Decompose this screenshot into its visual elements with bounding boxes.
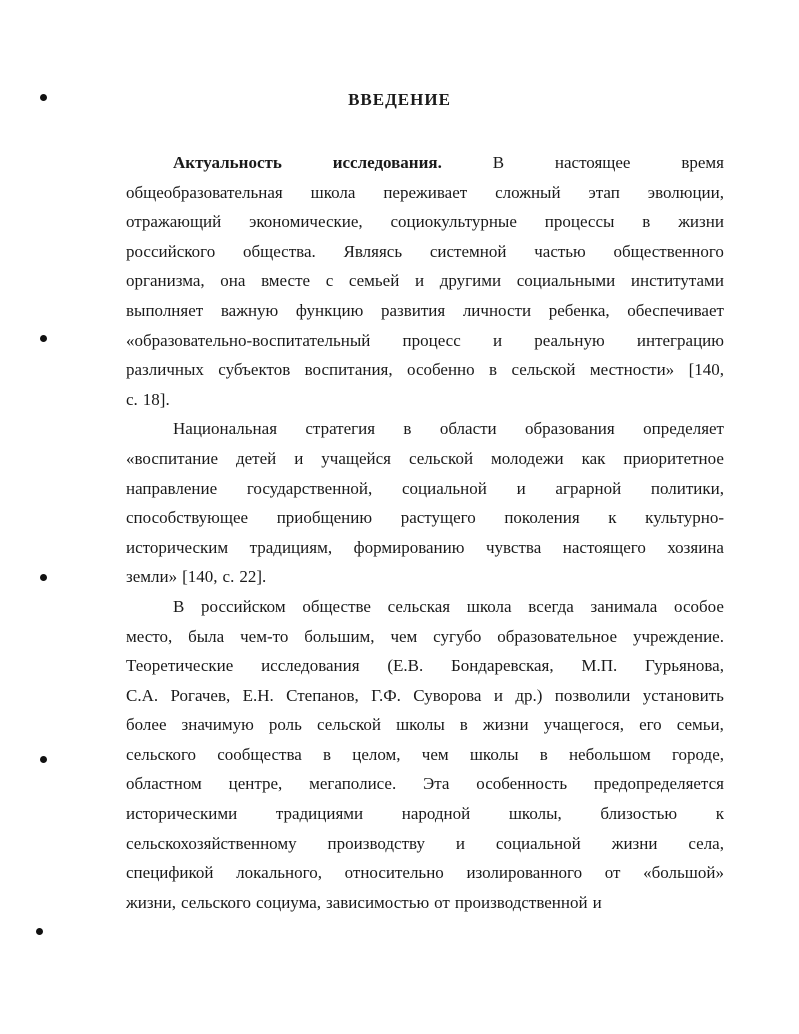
word: относительно bbox=[344, 863, 444, 883]
text-line bbox=[126, 237, 724, 267]
word: российском bbox=[201, 596, 286, 616]
word: изолированного bbox=[466, 863, 583, 883]
text-line bbox=[126, 266, 724, 296]
word: 22]. bbox=[239, 567, 267, 587]
word: исследования bbox=[261, 656, 360, 676]
word: детей bbox=[235, 448, 277, 468]
word: функцию bbox=[295, 300, 364, 320]
word: определяет bbox=[643, 419, 724, 439]
word: социальной bbox=[495, 833, 581, 853]
text-line bbox=[126, 178, 724, 208]
word: в bbox=[489, 360, 498, 380]
word: местности» bbox=[589, 360, 675, 380]
word: семьей bbox=[348, 271, 400, 291]
binding-hole-icon bbox=[40, 756, 47, 763]
word: сельского bbox=[181, 892, 252, 912]
text-line bbox=[126, 533, 724, 563]
word: аграрной bbox=[555, 478, 622, 498]
word: к bbox=[608, 508, 617, 528]
word: стратегия bbox=[305, 419, 376, 439]
word: «большой» bbox=[643, 863, 724, 883]
word: обеспечивает bbox=[627, 300, 724, 320]
word: место, bbox=[126, 626, 173, 646]
word: народной bbox=[401, 804, 471, 824]
word: социокультурные bbox=[390, 212, 517, 232]
word: и bbox=[492, 330, 503, 350]
word: Гурьянова, bbox=[645, 656, 724, 676]
word: сельская bbox=[387, 596, 451, 616]
word: Рогачев, bbox=[170, 685, 231, 705]
word: в bbox=[642, 212, 651, 232]
word: зависимостью bbox=[326, 892, 430, 912]
word: процессы bbox=[544, 212, 615, 232]
word: традициям, bbox=[249, 537, 333, 557]
text-line bbox=[126, 385, 724, 415]
word: В bbox=[492, 153, 505, 172]
text-line bbox=[126, 681, 724, 711]
word: общества. bbox=[242, 241, 316, 261]
word: молодежи bbox=[491, 448, 564, 468]
text-line bbox=[126, 651, 724, 681]
word: сельской bbox=[511, 360, 576, 380]
word: в bbox=[403, 419, 412, 439]
word: растущего bbox=[400, 508, 476, 528]
word: др.) bbox=[515, 685, 543, 705]
word: чем bbox=[421, 744, 449, 764]
word: ребенка, bbox=[548, 300, 610, 320]
word: его bbox=[639, 715, 662, 735]
word: другими bbox=[439, 271, 502, 291]
word: «образовательно-воспитательный bbox=[126, 330, 371, 350]
word: социальными bbox=[516, 271, 616, 291]
word: от bbox=[434, 892, 450, 912]
word: исследования. bbox=[332, 153, 442, 172]
word: спецификой bbox=[126, 863, 214, 883]
word: российского bbox=[126, 241, 216, 261]
word: важную bbox=[220, 300, 279, 320]
word: способствующее bbox=[126, 508, 249, 528]
word: была bbox=[188, 626, 225, 646]
word: земли» bbox=[126, 567, 178, 587]
word: частью bbox=[534, 241, 586, 261]
word: реальную bbox=[534, 330, 605, 350]
word: Бондаревская, bbox=[450, 656, 554, 676]
word: вместе bbox=[261, 271, 311, 291]
word: 18]. bbox=[142, 389, 170, 409]
word: и bbox=[493, 685, 503, 705]
word: сельской bbox=[316, 715, 382, 735]
word: локального, bbox=[236, 863, 322, 883]
word: как bbox=[581, 448, 606, 468]
word: интеграцию bbox=[636, 330, 724, 350]
word: и bbox=[516, 478, 526, 498]
word: сложный bbox=[495, 182, 561, 202]
word: производству bbox=[327, 833, 425, 853]
word: настоящего bbox=[562, 537, 646, 557]
word: образования bbox=[525, 419, 615, 439]
word: школы, bbox=[508, 804, 562, 824]
word: культурно- bbox=[645, 508, 724, 528]
word: сельского bbox=[126, 744, 197, 764]
word: М.П. bbox=[581, 656, 618, 676]
word: чувства bbox=[485, 537, 542, 557]
word: чем bbox=[390, 626, 418, 646]
word: политики, bbox=[650, 478, 724, 498]
word: всегда bbox=[528, 596, 574, 616]
word: Являясь bbox=[343, 241, 403, 261]
word: целом, bbox=[352, 744, 401, 764]
word: она bbox=[220, 271, 246, 291]
word: производственной bbox=[454, 892, 588, 912]
page-title: ВВЕДЕНИЕ bbox=[348, 90, 451, 109]
word: личности bbox=[462, 300, 532, 320]
word: переживает bbox=[383, 182, 468, 202]
text-line bbox=[126, 326, 724, 356]
word: процесс bbox=[402, 330, 461, 350]
word: учреждение. bbox=[632, 626, 724, 646]
word: и bbox=[414, 271, 425, 291]
word: особенность bbox=[476, 774, 568, 794]
word: Национальная bbox=[173, 419, 278, 439]
text-line bbox=[126, 296, 724, 326]
text-line bbox=[126, 474, 724, 504]
word: организма, bbox=[126, 271, 205, 291]
word: поколения bbox=[504, 508, 580, 528]
word: в bbox=[539, 744, 548, 764]
text-line bbox=[126, 858, 724, 888]
word: сообщества bbox=[217, 744, 302, 764]
word: время bbox=[681, 153, 724, 172]
word: жизни, bbox=[126, 892, 177, 912]
word: особое bbox=[674, 596, 724, 616]
word: государственной, bbox=[246, 478, 373, 498]
word: общественного bbox=[613, 241, 724, 261]
word: школа bbox=[310, 182, 356, 202]
word: [140, bbox=[182, 567, 218, 587]
word: села, bbox=[688, 833, 724, 853]
word: настоящее bbox=[554, 153, 631, 172]
word: историческим bbox=[126, 537, 229, 557]
word: эволюции, bbox=[647, 182, 724, 202]
word: Теоретические bbox=[126, 656, 234, 676]
binding-hole-icon bbox=[40, 574, 47, 581]
word: общеобразовательная bbox=[126, 182, 283, 202]
word: (Е.В. bbox=[387, 656, 424, 676]
word: развития bbox=[380, 300, 446, 320]
word: социума, bbox=[256, 892, 322, 912]
word: жизни bbox=[678, 212, 724, 232]
word: от bbox=[604, 863, 621, 883]
word: жизни bbox=[611, 833, 658, 853]
word: выполняет bbox=[126, 300, 204, 320]
word: формированию bbox=[353, 537, 465, 557]
word: Суворова bbox=[413, 685, 482, 705]
text-line bbox=[126, 799, 724, 829]
word: историческими bbox=[126, 804, 238, 824]
word: отражающий bbox=[126, 212, 222, 232]
word: традициями bbox=[275, 804, 364, 824]
word: чем-то bbox=[240, 626, 289, 646]
word: С.А. bbox=[126, 685, 159, 705]
word: областном bbox=[126, 774, 202, 794]
text-line bbox=[126, 769, 724, 799]
word: экономические, bbox=[249, 212, 363, 232]
text-line bbox=[126, 562, 724, 592]
text-line bbox=[126, 622, 724, 652]
word: хозяина bbox=[667, 537, 724, 557]
body-text bbox=[126, 148, 724, 917]
word: роль bbox=[268, 715, 302, 735]
word: области bbox=[439, 419, 497, 439]
word: различных bbox=[126, 360, 204, 380]
word: значимую bbox=[181, 715, 254, 735]
text-line bbox=[126, 829, 724, 859]
word: жизни bbox=[482, 715, 529, 735]
word: школы bbox=[396, 715, 445, 735]
word: Эта bbox=[423, 774, 450, 794]
word: с bbox=[325, 271, 334, 291]
text-line bbox=[126, 503, 724, 533]
word: Актуальность bbox=[173, 153, 282, 172]
word: сугубо bbox=[433, 626, 482, 646]
word: большим, bbox=[304, 626, 375, 646]
word: мегаполисе. bbox=[309, 774, 397, 794]
word: Г.Ф. bbox=[371, 685, 401, 705]
word: близостью bbox=[600, 804, 678, 824]
word: с. bbox=[222, 567, 235, 587]
word: предопределяется bbox=[593, 774, 724, 794]
word: в bbox=[459, 715, 468, 735]
text-line bbox=[126, 740, 724, 770]
word: школа bbox=[466, 596, 512, 616]
word: учащейся bbox=[321, 448, 391, 468]
word: особенно bbox=[407, 360, 475, 380]
word: образовательное bbox=[497, 626, 618, 646]
word: воспитания, bbox=[304, 360, 393, 380]
text-line bbox=[126, 207, 724, 237]
word: городе, bbox=[671, 744, 724, 764]
word: системной bbox=[429, 241, 507, 261]
binding-hole-icon bbox=[40, 335, 47, 342]
word: небольшом bbox=[568, 744, 651, 764]
word: приоритетное bbox=[623, 448, 724, 468]
word: и bbox=[455, 833, 465, 853]
word: в bbox=[323, 744, 332, 764]
word: социальной bbox=[402, 478, 487, 498]
word: субъектов bbox=[218, 360, 291, 380]
text-line bbox=[126, 592, 724, 622]
word: сельскохозяйственному bbox=[126, 833, 297, 853]
word: сельской bbox=[408, 448, 474, 468]
word: и bbox=[294, 448, 304, 468]
word: Е.Н. bbox=[242, 685, 274, 705]
text-line bbox=[126, 414, 724, 444]
word: В bbox=[173, 596, 185, 616]
word: установить bbox=[642, 685, 724, 705]
binding-hole-icon bbox=[36, 928, 43, 935]
text-line bbox=[126, 444, 724, 474]
word: Степанов, bbox=[286, 685, 359, 705]
word: более bbox=[126, 715, 167, 735]
word: этап bbox=[588, 182, 620, 202]
word: обществе bbox=[302, 596, 371, 616]
text-line bbox=[126, 148, 724, 178]
word: семьи, bbox=[676, 715, 724, 735]
word: учащегося, bbox=[543, 715, 625, 735]
word: и bbox=[592, 892, 602, 912]
text-line bbox=[126, 710, 724, 740]
text-line bbox=[126, 888, 724, 918]
word: школы bbox=[469, 744, 519, 764]
word: к bbox=[715, 804, 724, 824]
word: направление bbox=[126, 478, 218, 498]
word: «воспитание bbox=[126, 448, 218, 468]
word: институтами bbox=[630, 271, 724, 291]
word: с. bbox=[126, 389, 138, 409]
word: [140, bbox=[688, 360, 724, 380]
word: центре, bbox=[228, 774, 283, 794]
word: занимала bbox=[590, 596, 658, 616]
word: приобщению bbox=[276, 508, 373, 528]
word: позволили bbox=[554, 685, 631, 705]
text-line bbox=[126, 355, 724, 385]
